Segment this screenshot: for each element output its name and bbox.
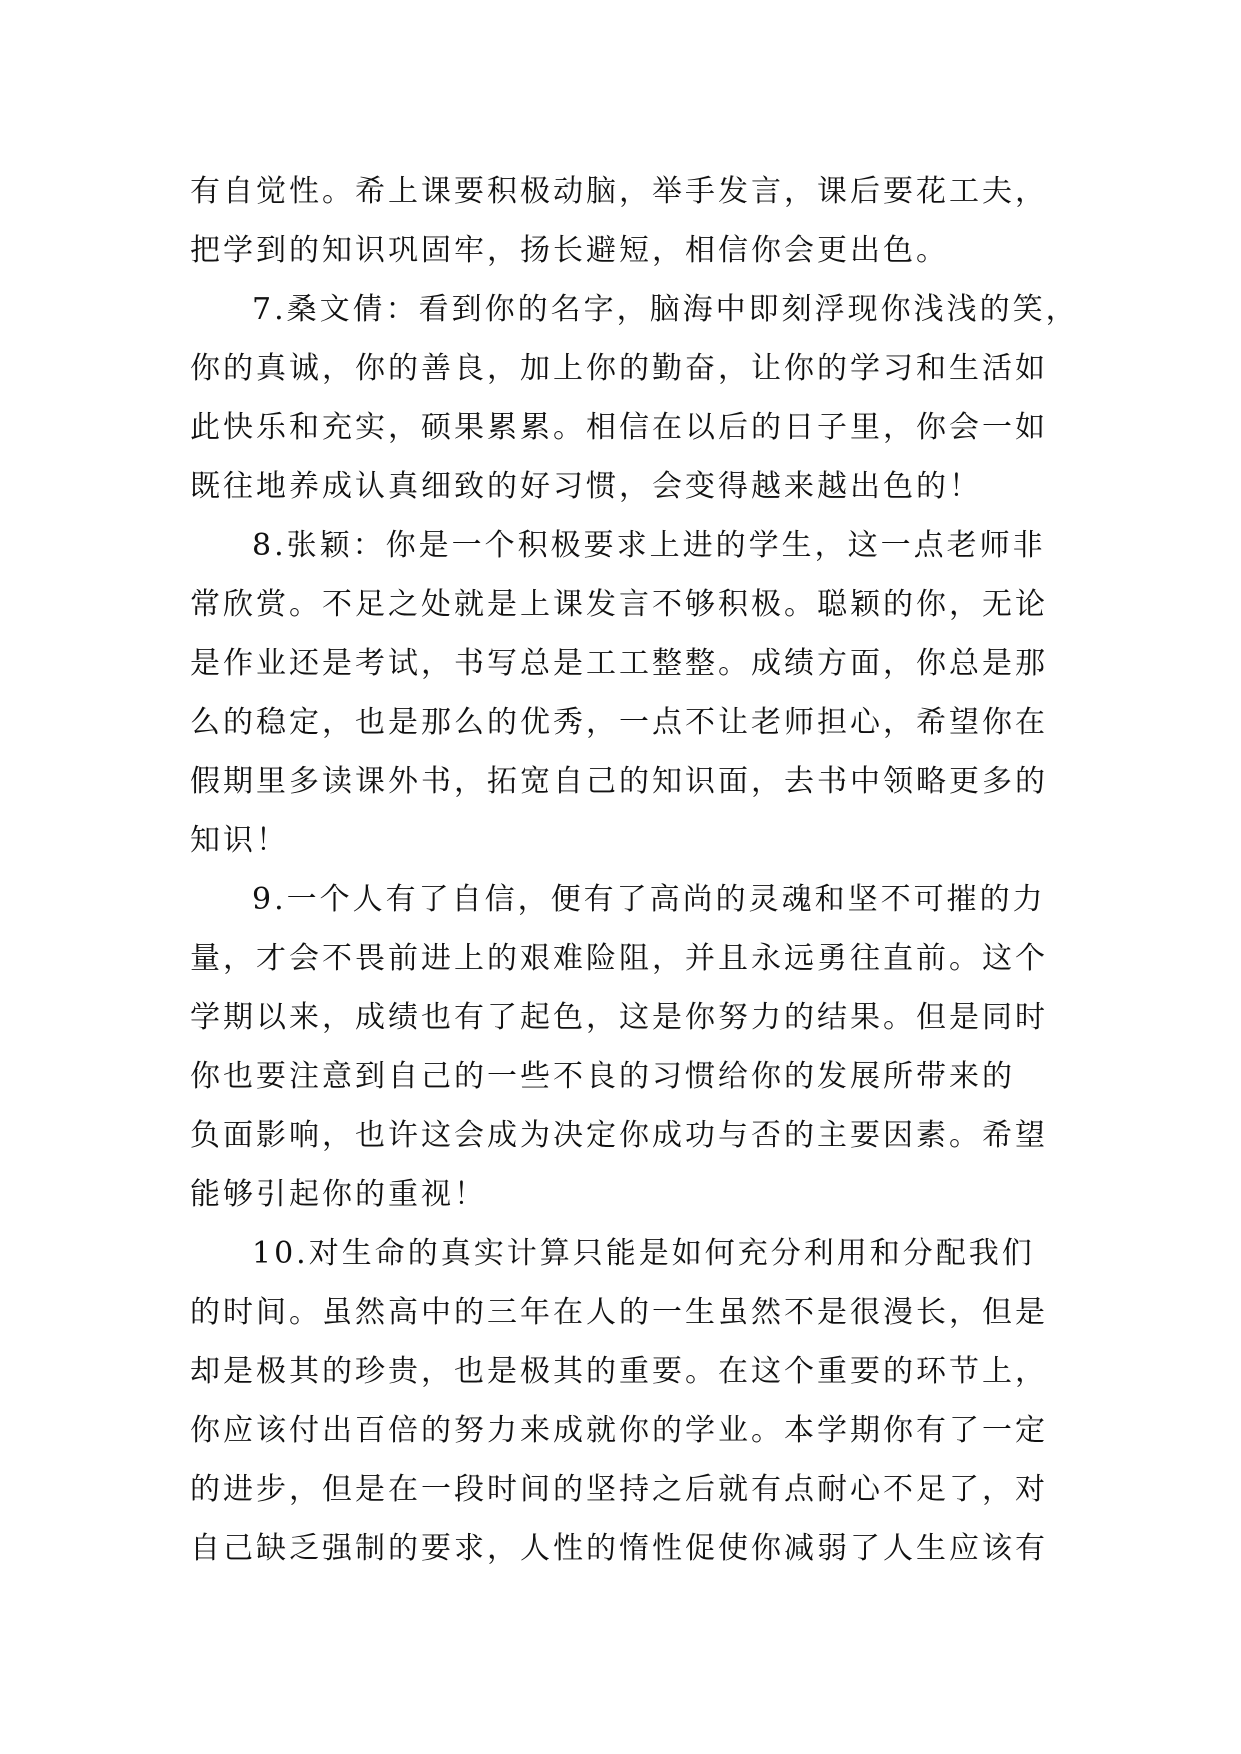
text-line: 么的稳定，也是那么的优秀，一点不让老师担心，希望你在 xyxy=(190,705,1048,740)
paragraph-start-line: 9.一个人有了自信，便有了高尚的灵魂和坚不可摧的力 xyxy=(252,882,1046,917)
text-line: 是作业还是考试，书写总是工工整整。成绩方面，你总是那 xyxy=(190,646,1048,681)
text-line: 此快乐和充实，硕果累累。相信在以后的日子里，你会一如 xyxy=(190,410,1048,445)
document-body xyxy=(190,162,1079,1578)
text-line: 常欣赏。不足之处就是上课发言不够积极。聪颖的你，无论 xyxy=(190,587,1048,622)
paragraph-start-line: 8.张颖：你是一个积极要求上进的学生，这一点老师非 xyxy=(252,528,1046,563)
paragraph-start-line: 10.对生命的真实计算只能是如何充分利用和分配我们 xyxy=(252,1236,1035,1271)
text-line: 的时间。虽然高中的三年在人的一生虽然不是很漫长，但是 xyxy=(190,1295,1048,1330)
text-line: 你也要注意到自己的一些不良的习惯给你的发展所带来的 xyxy=(190,1059,1015,1094)
paragraph-start-line: 7.桑文倩：看到你的名字，脑海中即刻浮现你浅浅的笑， xyxy=(252,292,1079,327)
text-line: 自己缺乏强制的要求，人性的惰性促使你减弱了人生应该有 xyxy=(190,1531,1048,1566)
text-line: 能够引起你的重视！ xyxy=(190,1177,487,1212)
text-line: 把学到的知识巩固牢，扬长避短，相信你会更出色。 xyxy=(190,233,949,268)
text-line: 知识！ xyxy=(190,823,289,858)
text-line: 学期以来，成绩也有了起色，这是你努力的结果。但是同时 xyxy=(190,1000,1048,1035)
text-line: 却是极其的珍贵，也是极其的重要。在这个重要的环节上， xyxy=(190,1354,1048,1389)
text-line: 你应该付出百倍的努力来成就你的学业。本学期你有了一定 xyxy=(190,1413,1048,1448)
text-line: 量，才会不畏前进上的艰难险阻，并且永远勇往直前。这个 xyxy=(190,941,1048,976)
text-line: 你的真诚，你的善良，加上你的勤奋，让你的学习和生活如 xyxy=(190,351,1048,386)
text-line: 既往地养成认真细致的好习惯，会变得越来越出色的！ xyxy=(190,469,982,504)
text-line: 负面影响，也许这会成为决定你成功与否的主要因素。希望 xyxy=(190,1118,1048,1153)
text-line: 有自觉性。希上课要积极动脑，举手发言，课后要花工夫， xyxy=(190,174,1048,209)
text-line: 的进步，但是在一段时间的坚持之后就有点耐心不足了，对 xyxy=(190,1472,1048,1507)
text-line: 假期里多读课外书，拓宽自己的知识面，去书中领略更多的 xyxy=(190,764,1048,799)
